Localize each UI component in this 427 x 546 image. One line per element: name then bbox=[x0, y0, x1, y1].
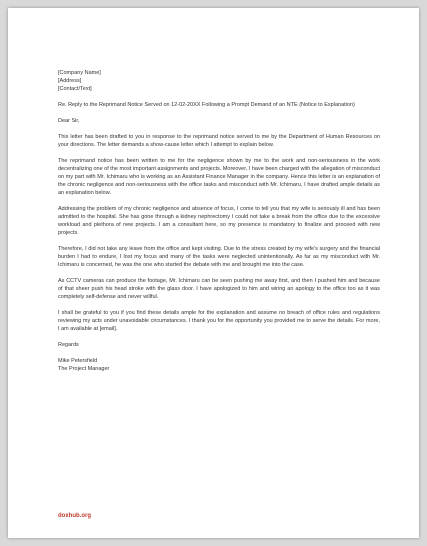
watermark-text: doxhub.org bbox=[58, 513, 91, 519]
signature-name: Mike Petersfield bbox=[58, 358, 98, 364]
paragraph: Therefore, I did not take any leave from the office and kept visiting. Due to the stress created by my wife's surgery and the financial burden I had to endure, I lost my focus and many of the tasks were neglected unintentionally. As far as my misconduct with Mr. Ichimaru is concerned, he was the one who started the debate with me and brought me into the case. bbox=[58, 246, 380, 268]
closing: Regards bbox=[58, 342, 79, 348]
document-page bbox=[8, 8, 419, 538]
paragraph: I shall be grateful to you if you find these details ample for the explanation and assume no breach of office rules and regulations reviewing my acts under unavoidable circumstances. I thank you for the opportunity you provided me to serve the details. For more, I am available at [email]. bbox=[58, 310, 380, 332]
address-line: [Contact/Text] bbox=[58, 86, 92, 92]
paragraph: This letter has been drafted to you in response to the reprimand notice served to me by the Department of Human Resources on your directions. The letter demands a show-cause letter which I attempt to explain below. bbox=[58, 134, 380, 148]
salutation: Dear Sir, bbox=[58, 118, 80, 124]
subject-line: Re. Reply to the Reprimand Notice Served on 12-02-20XX Following a Prompt Demand of an NTE (Notice to Explanation) bbox=[58, 102, 355, 108]
paragraph: The reprimand notice has been written to me for the negligence shown by me to the work and non-seriousness in the work decentralizing one of the most important assignments and projects. Moreover, I have been charged with the allegation of misconduct on my part with Mr. Ichimaru who is working as an Assistant Finance Manager in the company. Hence this letter is an explanation of the chronic negligence and non-seriousness with the office tasks and misconduct with Mr. Ichimaru, I have drafted ample details as an explanation below. bbox=[58, 158, 380, 196]
address-line: [Company Name] bbox=[58, 70, 101, 76]
paragraph: As CCTV cameras can produce the footage, Mr. Ichimaru can be seen pushing me away first, and then I pushed him and because of that sheer push his head stroke with the glass door. I have apologized to him and wiring an apology to the office too as it was completely self-defense and never willful. bbox=[58, 278, 380, 300]
signature-title: The Project Manager bbox=[58, 366, 110, 372]
address-line: [Address] bbox=[58, 78, 82, 84]
paragraph: Addressing the problem of my chronic negligence and absence of focus, I come to tell you that my wife is seriously ill and has been admitted to the hospital. She has gone through a kidney nephrectomy I could not take a break from the office due to the excessive workload and plethora of new projects. I am a consultant here, so my presence is mandatory to finalize and proceed with new projects. bbox=[58, 206, 380, 236]
letter-body bbox=[58, 61, 380, 381]
